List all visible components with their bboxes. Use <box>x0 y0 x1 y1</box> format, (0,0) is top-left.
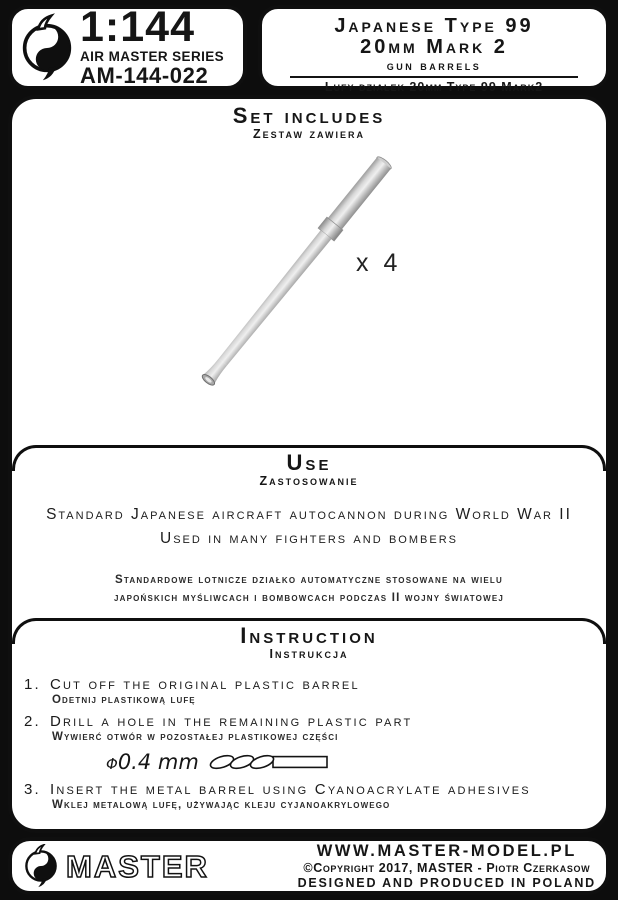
drill-bit-icon <box>209 752 329 772</box>
copyright-line: ©Copyright 2017, MASTER - Piotr Czerkasow <box>303 860 591 875</box>
use-description <box>12 503 606 551</box>
step-1-number: 1. <box>24 675 41 693</box>
step-3-text-pl: Wklej metalową lufę, używając kleju cyjanoakrylowego <box>52 799 391 812</box>
quantity-label: x 4 <box>356 249 402 277</box>
scale-label: 1:144 <box>80 3 195 52</box>
footer-info <box>298 841 598 892</box>
set-includes-section <box>12 104 606 143</box>
product-title-line1: Japanese Type 99 <box>334 15 534 37</box>
step-2-number: 2. <box>24 712 41 730</box>
drill-diameter-row <box>106 750 606 774</box>
master-wordmark <box>64 847 222 885</box>
product-code: AM-144-022 <box>80 62 209 88</box>
product-title-line2: 20mm Mark 2 <box>360 36 508 59</box>
master-logo-icon <box>24 844 58 888</box>
product-subtitle-pl: Lufy działek 20mm Type 99 Mark2 <box>324 80 544 95</box>
step-3-text: Insert the metal barrel using Cyanoacrylate adhesives <box>50 781 531 799</box>
set-includes-heading: Set includes <box>232 103 386 128</box>
header-brand-box <box>8 5 247 90</box>
master-wordmark-text: MASTER <box>66 849 209 884</box>
step-1-text-pl: Odetnij plastikową lufę <box>52 693 196 706</box>
drill-diameter-label <box>106 750 199 774</box>
instruction-heading-pl: Instrukcja <box>269 647 349 662</box>
instruction-section <box>12 624 606 818</box>
website-url: WWW.MASTER-MODEL.PL <box>316 841 577 860</box>
step-3 <box>24 781 606 798</box>
barrel-illustration <box>12 149 606 441</box>
main-panel <box>8 95 610 833</box>
set-includes-heading-pl: Zestaw zawiera <box>253 127 365 142</box>
instruction-heading: Instruction <box>240 623 378 648</box>
drill-phi-symbol: Φ <box>106 755 118 774</box>
step-1-text: Cut off the original plastic barrel <box>50 675 360 693</box>
use-description-line1: Standard Japanese aircraft autocannon during World War II <box>46 505 572 523</box>
instruction-steps <box>12 676 606 812</box>
drill-size-value: 0.4 mm <box>117 750 199 775</box>
step-1 <box>24 676 606 693</box>
product-subtitle: gun barrels <box>386 58 482 73</box>
header-title-box <box>258 5 610 95</box>
use-description-line2: Used in many fighters and bombers <box>160 529 458 547</box>
step-3-number: 3. <box>24 781 41 799</box>
master-logo-icon <box>21 13 73 83</box>
step-2-text: Drill a hole in the remaining plastic part <box>50 712 413 730</box>
made-in-line: DESIGNED AND PRODUCED IN POLAND <box>297 876 596 891</box>
step-2-text-pl: Wywierć otwór w pozostałej plastikowej części <box>52 731 339 744</box>
footer-bar <box>8 837 610 895</box>
use-heading-pl: Zastosowanie <box>259 474 359 489</box>
use-description-pl-line2: japońskich myśliwcach i bombowcach podczas II wojny światowej <box>113 592 505 605</box>
use-section <box>12 451 606 608</box>
title-divider <box>290 76 578 78</box>
use-description-pl-line1: Standardowe lotnicze działko automatyczne stosowane na wielu <box>114 573 503 586</box>
step-2 <box>24 713 606 730</box>
use-heading: Use <box>286 450 332 475</box>
use-description-pl <box>12 571 606 608</box>
series-label: AIR MASTER SERIES <box>80 49 225 65</box>
